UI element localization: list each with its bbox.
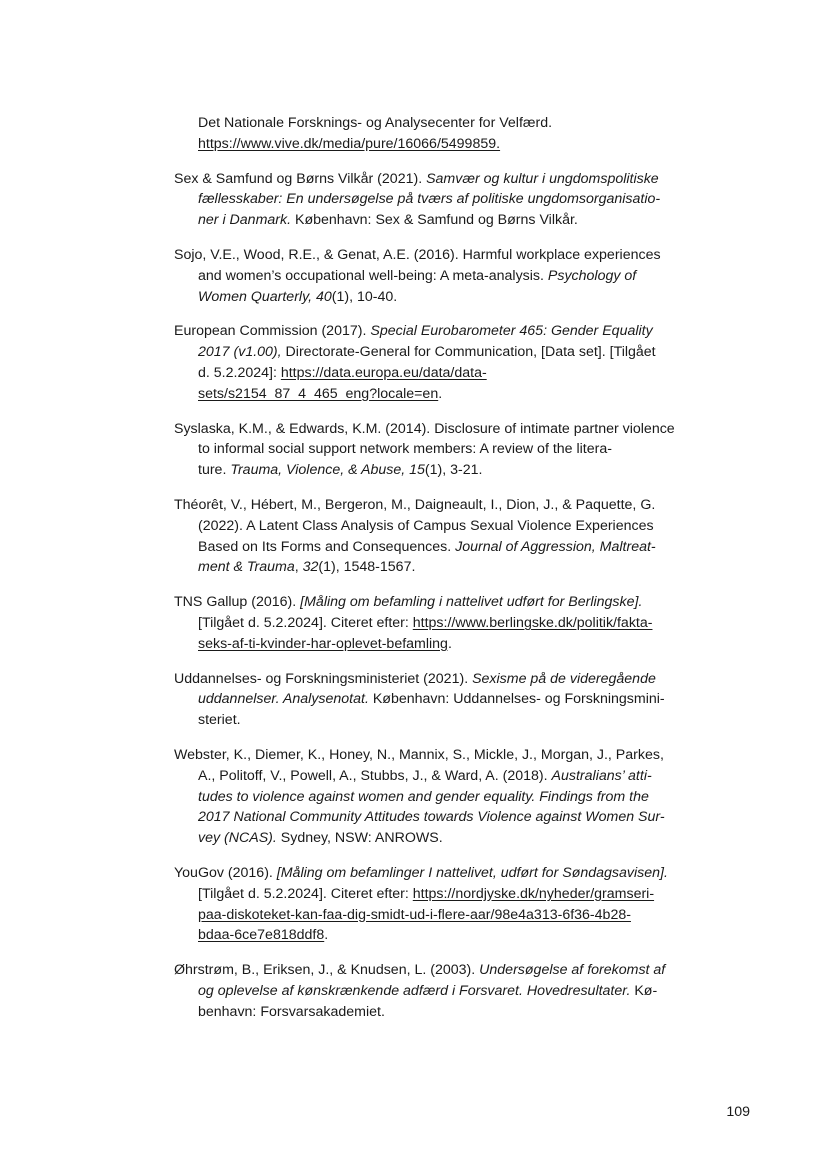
reference-line: [174, 419, 704, 440]
reference-text: ,: [294, 559, 303, 576]
reference-entry: [174, 669, 704, 731]
reference-title: [Måling om befamling i nattelivet udført for Berlingske].: [300, 594, 643, 611]
reference-line: [174, 960, 704, 981]
reference-text: Uddannelses- og Forskningsministeriet (2021).: [174, 670, 473, 687]
reference-line: [198, 787, 704, 808]
reference-text: Det Nationale Forsknings- og Analysecenter for Velfærd.: [198, 115, 553, 131]
reference-text: Webster, K., Diemer, K., Honey, N., Mannix, S., Mickle, J., Morgan, J., Parkes,: [174, 746, 664, 763]
reference-text: Directorate-General for Communication, [Data set]. [Tilgået: [281, 344, 656, 361]
reference-line: [198, 689, 704, 710]
reference-line: [198, 287, 704, 308]
reference-text: Sex & Samfund og Børns Vilkår (2021).: [174, 170, 427, 187]
reference-line: [174, 245, 704, 266]
reference-line: [198, 766, 704, 787]
reference-line: [198, 710, 704, 731]
reference-entry: [174, 592, 704, 654]
reference-link[interactable]: paa-diskoteket-kan-faa-dig-smidt-ud-i-flere-aar/98e4a313-6f36-4b28-: [198, 906, 631, 923]
page-number: 109: [726, 1104, 750, 1120]
reference-line: [174, 321, 704, 342]
reference-entry: [174, 745, 704, 849]
reference-text: .: [447, 635, 452, 652]
reference-line: [198, 460, 704, 481]
reference-text: A., Politoff, V., Powell, A., Stubbs, J., & Ward, A. (2018).: [198, 767, 552, 784]
reference-text: Théorêt, V., Hébert, M., Bergeron, M., Daigneault, I., Dion, J., & Paquette, G.: [174, 496, 656, 513]
reference-line: [198, 807, 704, 828]
reference-text: to informal social support network members: A review of the litera-: [198, 441, 612, 458]
reference-line: [198, 134, 704, 155]
reference-text: Based on Its Forms and Consequences.: [198, 538, 456, 555]
reference-entry: [174, 419, 704, 481]
reference-text: and women’s occupational well-being: A meta-analysis.: [198, 267, 548, 284]
reference-link[interactable]: https://www.vive.dk/media/pure/16066/5499859.: [198, 135, 501, 152]
reference-text: YouGov (2016).: [174, 864, 277, 881]
reference-line: [174, 592, 704, 613]
reference-line: [174, 669, 704, 690]
reference-link[interactable]: https://www.berlingske.dk/politik/fakta-: [412, 614, 653, 631]
reference-text: ture.: [198, 462, 231, 479]
reference-entry: [174, 245, 704, 307]
reference-text: København: Uddannelses- og Forskningsmini-: [368, 691, 665, 708]
reference-link[interactable]: https://data.europa.eu/data/data-: [280, 364, 487, 381]
reference-line: [198, 342, 704, 363]
reference-line: [198, 210, 704, 231]
reference-text: (1), 10-40.: [331, 288, 398, 305]
reference-title: Women Quarterly, 40: [198, 288, 332, 305]
reference-text: .: [438, 385, 443, 402]
reference-line: [198, 613, 704, 634]
reference-title: Sexisme på de videregående: [472, 670, 656, 687]
reference-title: Samvær og kultur i ungdomspolitiske: [426, 170, 659, 187]
reference-title: Special Eurobarometer 465: Gender Equality: [370, 323, 653, 340]
reference-title: Psychology of: [547, 267, 637, 284]
reference-text: København: Sex & Samfund og Børns Vilkår.: [291, 212, 578, 229]
reference-text: Øhrstrøm, B., Eriksen, J., & Knudsen, L. (2003).: [174, 962, 480, 979]
reference-title: vey (NCAS).: [198, 830, 277, 847]
reference-list: [174, 113, 704, 1036]
reference-link[interactable]: https://nordjyske.dk/nyheder/gramseri-: [412, 885, 655, 902]
reference-line: [174, 745, 704, 766]
reference-line: [198, 905, 704, 926]
reference-text: (2022). A Latent Class Analysis of Campus Sexual Violence Experiences: [198, 517, 654, 534]
reference-link[interactable]: bdaa-6ce7e818ddf8: [198, 927, 325, 944]
reference-text: Syslaska, K.M., & Edwards, K.M. (2014). Disclosure of intimate partner violence: [174, 420, 675, 437]
reference-title: og oplevelse af kønskrænkende adfærd i Forsvaret. Hovedresultater.: [198, 982, 631, 999]
reference-entry: [174, 169, 704, 231]
reference-title: Australians’ atti-: [551, 767, 652, 784]
reference-line: [198, 363, 704, 384]
reference-title: fællesskaber: En undersøgelse på tværs af politiske ungdomsorganisatio-: [198, 191, 661, 208]
reference-entry: [174, 113, 704, 155]
reference-line: [198, 634, 704, 655]
reference-line: [174, 863, 704, 884]
reference-line: [198, 925, 704, 946]
reference-link[interactable]: seks-af-ti-kvinder-har-oplevet-befamling: [198, 635, 448, 652]
reference-text: [Tilgået d. 5.2.2024]. Citeret efter:: [198, 885, 413, 902]
reference-text: European Commission (2017).: [174, 323, 371, 340]
reference-title: Journal of Aggression, Maltreat-: [455, 538, 656, 555]
reference-line: [198, 557, 704, 578]
reference-text: Kø-: [630, 982, 658, 999]
reference-line: [174, 495, 704, 516]
reference-text: d. 5.2.2024]:: [198, 364, 281, 381]
reference-title: [Måling om befamlinger I nattelivet, udført for Søndagsavisen].: [276, 864, 668, 881]
reference-line: [198, 537, 704, 558]
reference-link[interactable]: sets/s2154_87_4_465_eng?locale=en: [198, 385, 439, 402]
reference-line: [198, 113, 704, 134]
reference-line: [198, 828, 704, 849]
reference-title: Undersøgelse af forekomst af: [479, 962, 666, 979]
reference-title: tudes to violence against women and gender equality. Findings from the: [198, 788, 649, 805]
reference-title: Trauma, Violence, & Abuse, 15: [230, 462, 425, 479]
reference-entry: [174, 495, 704, 578]
reference-text: Sojo, V.E., Wood, R.E., & Genat, A.E. (2016). Harmful workplace experiences: [174, 246, 661, 263]
reference-text: Sydney, NSW: ANROWS.: [276, 830, 443, 847]
reference-entry: [174, 863, 704, 946]
reference-text: benhavn: Forsvarsakademiet.: [198, 1003, 385, 1020]
reference-line: [198, 384, 704, 405]
reference-text: [Tilgået d. 5.2.2024]. Citeret efter:: [198, 614, 413, 631]
reference-title: 2017 (v1.00),: [198, 344, 282, 361]
reference-text: (1), 1548-1567.: [318, 559, 416, 576]
reference-text: (1), 3-21.: [424, 462, 483, 479]
reference-title: ner i Danmark.: [198, 212, 292, 229]
reference-line: [198, 439, 704, 460]
reference-title: uddannelser. Analysenotat.: [198, 691, 369, 708]
reference-line: [198, 516, 704, 537]
reference-title: 2017 National Community Attitudes towards Violence against Women Sur-: [198, 809, 665, 826]
reference-title: ment & Trauma: [198, 559, 295, 576]
reference-line: [198, 884, 704, 905]
reference-text: steriet.: [198, 712, 241, 729]
reference-line: [174, 169, 704, 190]
reference-title: 32: [302, 559, 319, 576]
reference-line: [198, 1002, 704, 1023]
reference-line: [198, 189, 704, 210]
reference-entry: [174, 960, 704, 1022]
reference-entry: [174, 321, 704, 404]
reference-text: .: [324, 927, 329, 944]
reference-line: [198, 981, 704, 1002]
reference-text: TNS Gallup (2016).: [174, 594, 301, 611]
reference-line: [198, 266, 704, 287]
